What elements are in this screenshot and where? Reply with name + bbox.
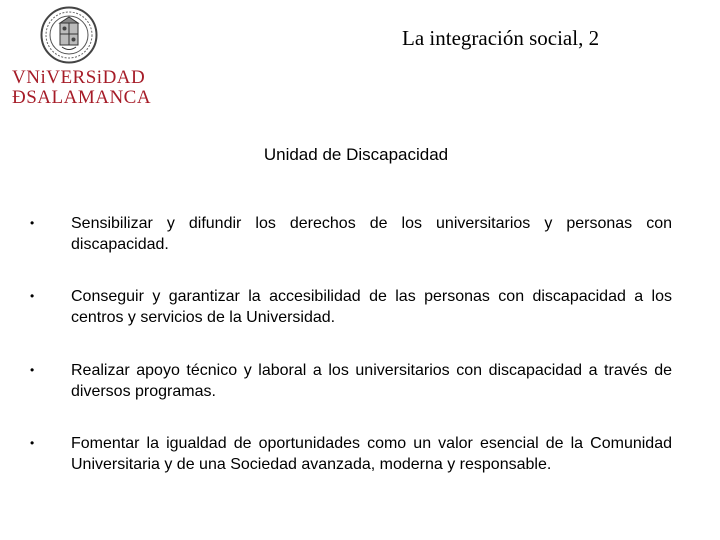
bullet-marker: • bbox=[30, 436, 35, 450]
bullet-item bbox=[30, 433, 672, 475]
bullet-text: Realizar apoyo técnico y laboral a los universitarios con discapacidad a través de diversos programas. bbox=[71, 362, 672, 400]
bullet-text: Fomentar la igualdad de oportunidades como un valor esencial de la Comunidad Universitaria y de una Sociedad avanzada, moderna y responsable. bbox=[71, 435, 672, 473]
logo-line-2: ÐSALAMANCA bbox=[12, 87, 152, 108]
bullet-item bbox=[30, 213, 672, 255]
logo-line-1: VNiVERSiDAD bbox=[12, 67, 146, 88]
bullet-marker: • bbox=[30, 289, 35, 303]
university-seal-icon bbox=[40, 6, 98, 64]
bullet-item bbox=[30, 360, 672, 402]
bullet-text: Conseguir y garantizar la accesibilidad de las personas con discapacidad a los centros y servicios de la Universidad. bbox=[71, 288, 672, 326]
bullet-marker: • bbox=[30, 216, 35, 230]
slide-title: La integración social, 2 bbox=[402, 26, 600, 50]
section-subtitle: Unidad de Discapacidad bbox=[263, 145, 449, 164]
university-logo bbox=[12, 67, 152, 108]
bullet-item bbox=[30, 286, 672, 328]
bullet-marker: • bbox=[30, 363, 35, 377]
bullet-text: Sensibilizar y difundir los derechos de los universitarios y personas con discapacidad. bbox=[71, 215, 672, 253]
